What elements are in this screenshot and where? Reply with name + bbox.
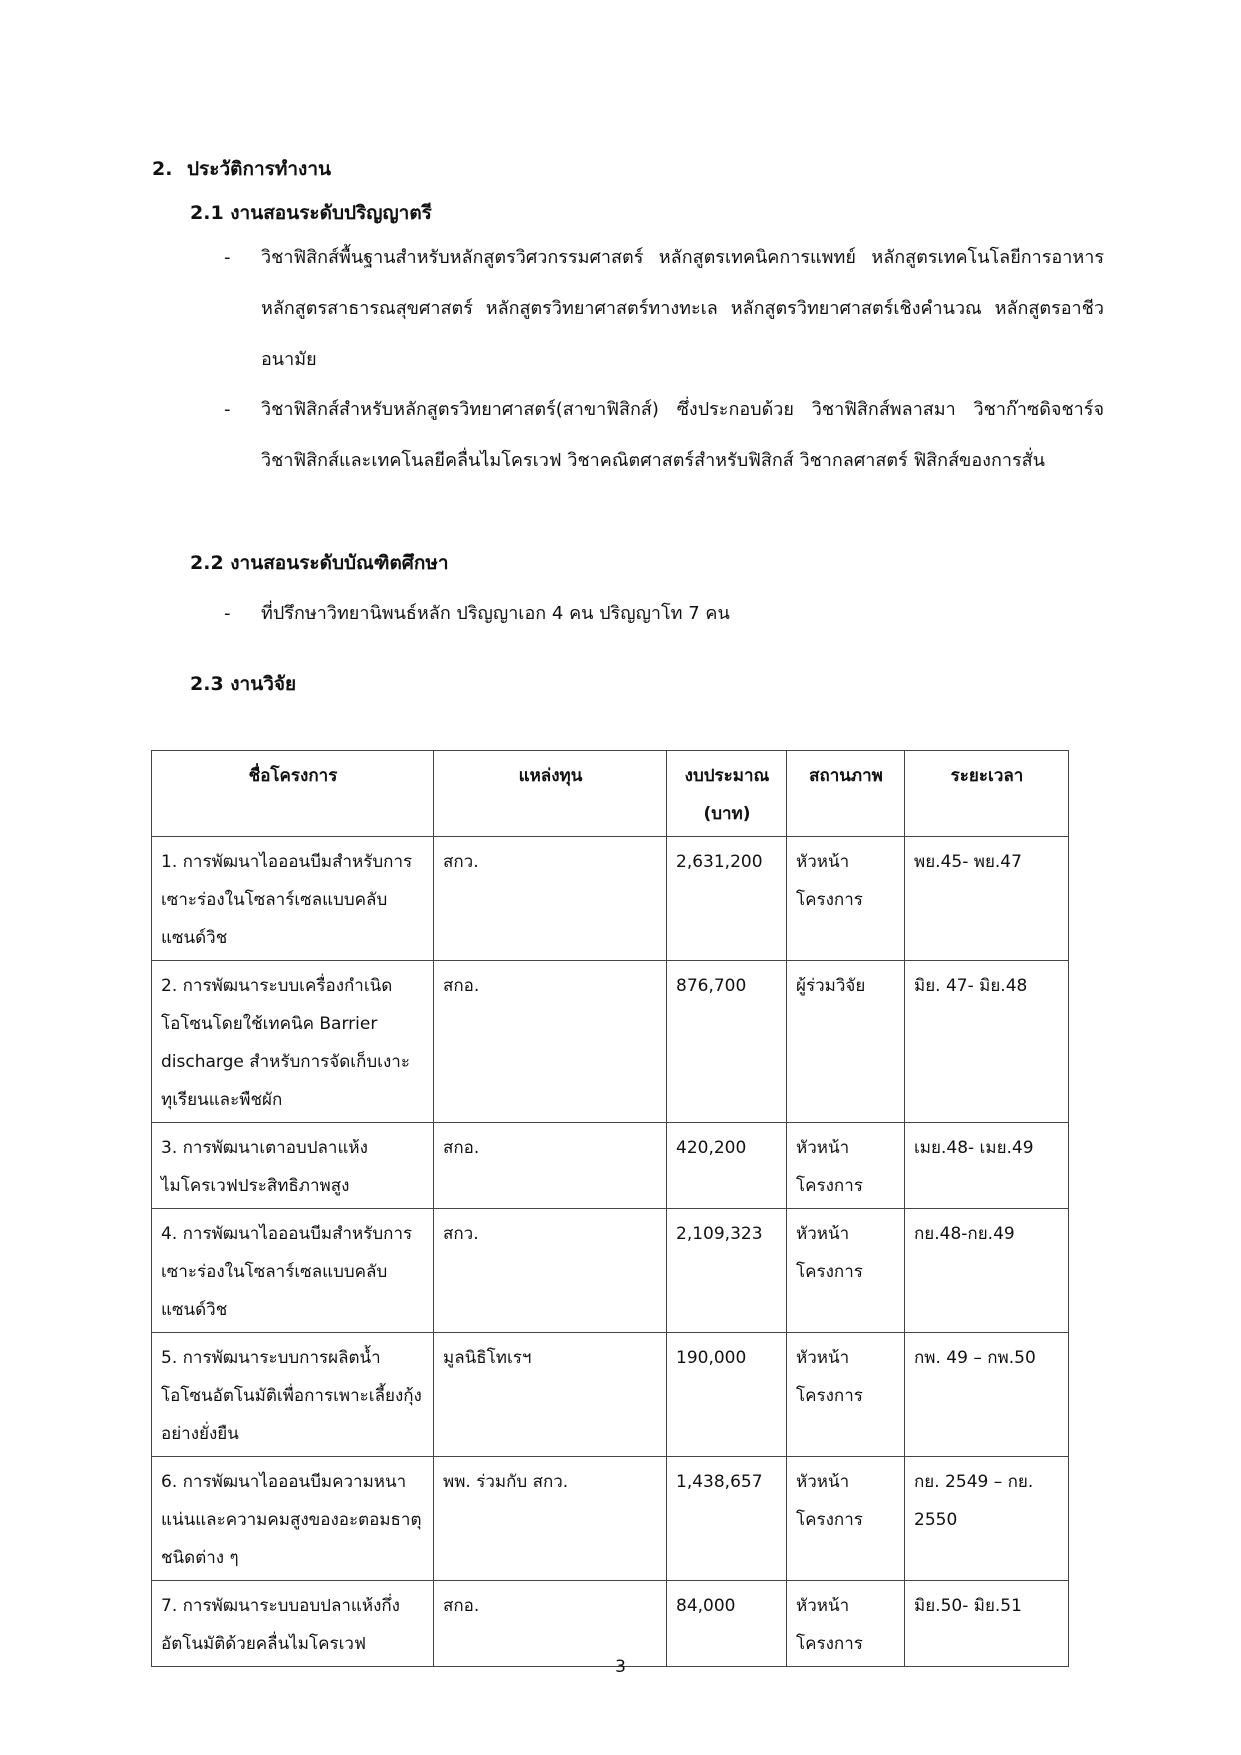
duration-cell: มิย.50- มิย.51 [905,1581,1069,1667]
status-cell: หัวหน้าโครงการ [787,837,905,961]
page-number: 3 [615,1657,626,1677]
header-project-name: ชื่อโครงการ [152,751,434,837]
funding-source-cell: สกอ. [434,961,667,1123]
budget-cell: 190,000 [667,1333,787,1457]
table-row [152,961,1069,1123]
project-name-cell: 6. การพัฒนาไอออนบีมความหนาแน่นและความคมสูงของอะตอมธาตุชนิดต่าง ๆ [152,1457,434,1581]
project-name-cell: 3. การพัฒนาเตาอบปลาแห้งไมโครเวฟประสิทธิภาพสูง [152,1123,434,1209]
project-name-cell: 2. การพัฒนาระบบเครื่องกำเนิดโอโซนโดยใช้เทคนิค Barrier discharge สำหรับการจัดเก็บเงาะ ทุเรียนและพืชผัก [152,961,434,1123]
duration-cell: กย.48-กย.49 [905,1209,1069,1333]
undergrad-bullet-2 [224,384,1104,486]
funding-source-cell: พพ. ร่วมกับ สกว. [434,1457,667,1581]
bullet-dash: - [224,247,231,268]
table-row [152,1123,1069,1209]
header-budget: งบประมาณ (บาท) [667,751,787,837]
bullet-text: วิชาฟิสิกส์สำหรับหลักสูตรวิทยาศาสตร์(สาขาฟิสิกส์) ซึ่งประกอบด้วย วิชาฟิสิกส์พลาสมา วิชาก๊าซดิจชาร์จ วิชาฟิสิกส์และเทคโนลยีคลื่นไมโครเวฟ วิชาคณิตศาสตร์สำหรับฟิสิกส์ วิชากลศาสตร์ ฟิสิกส์ของการสั่น [261,399,1104,471]
bullet-dash: - [224,603,231,624]
status-cell: หัวหน้าโครงการ [787,1457,905,1581]
section-number: 2. [152,158,173,180]
table-row [152,837,1069,961]
project-name-cell: 4. การพัฒนาไอออนบีมสำหรับการเซาะร่องในโซลาร์เซลแบบคลับแซนด์วิช [152,1209,434,1333]
funding-source-cell: สกว. [434,837,667,961]
funding-source-cell: มูลนิธิโทเรฯ [434,1333,667,1457]
bullet-text: ที่ปรึกษาวิทยานิพนธ์หลัก ปริญญาเอก 4 คน ปริญญาโท 7 คน [261,603,730,624]
table-header-row [152,751,1069,837]
budget-cell: 876,700 [667,961,787,1123]
status-cell: ผู้ร่วมวิจัย [787,961,905,1123]
header-duration: ระยะเวลา [905,751,1069,837]
funding-source-cell: สกอ. [434,1123,667,1209]
funding-source-cell: สกว. [434,1209,667,1333]
header-funding-source: แหล่งทุน [434,751,667,837]
table-row [152,1333,1069,1457]
bullet-dash: - [224,399,231,420]
graduate-teaching-heading: 2.2 งานสอนระดับบัณฑิตศึกษา [190,552,449,574]
budget-cell: 1,438,657 [667,1457,787,1581]
duration-cell: กย. 2549 – กย. 2550 [905,1457,1069,1581]
research-projects-table [151,750,1069,1667]
undergrad-bullet-1 [224,232,1104,385]
duration-cell: กพ. 49 – กพ.50 [905,1333,1069,1457]
status-cell: หัวหน้าโครงการ [787,1581,905,1667]
graduate-bullet-1 [224,588,1104,639]
section-title: ประวัติการทำงาน [187,158,331,180]
header-status: สถานภาพ [787,751,905,837]
budget-cell: 2,109,323 [667,1209,787,1333]
status-cell: หัวหน้าโครงการ [787,1333,905,1457]
section-heading [152,160,331,179]
table-row [152,1209,1069,1333]
duration-cell: มิย. 47- มิย.48 [905,961,1069,1123]
duration-cell: เมย.48- เมย.49 [905,1123,1069,1209]
research-heading: 2.3 งานวิจัย [190,673,297,695]
status-cell: หัวหน้าโครงการ [787,1209,905,1333]
project-name-cell: 1. การพัฒนาไอออนบีมสำหรับการเซาะร่องในโซลาร์เซลแบบคลับแซนด์วิช [152,837,434,961]
bullet-text: วิชาฟิสิกส์พื้นฐานสำหรับหลักสูตรวิศวกรรมศาสตร์ หลักสูตรเทคนิคการแพทย์ หลักสูตรเทคโนโลยีการอาหาร หลักสูตรสาธารณสุขศาสตร์ หลักสูตรวิทยาศาสตร์ทางทะเล หลักสูตรวิทยาศาสตร์เชิงคำนวณ หลักสูตรอาชีวอนามัย [261,247,1104,370]
funding-source-cell: สกอ. [434,1581,667,1667]
budget-cell: 420,200 [667,1123,787,1209]
undergrad-teaching-heading: 2.1 งานสอนระดับปริญญาตรี [190,202,432,224]
project-name-cell: 7. การพัฒนาระบบอบปลาแห้งกึ่งอัตโนมัติด้วยคลื่นไมโครเวฟ [152,1581,434,1667]
table-row [152,1581,1069,1667]
budget-cell: 2,631,200 [667,837,787,961]
project-name-cell: 5. การพัฒนาระบบการผลิตน้ำโอโซนอัตโนมัติเพื่อการเพาะเลี้ยงกุ้งอย่างยั่งยืน [152,1333,434,1457]
duration-cell: พย.45- พย.47 [905,837,1069,961]
budget-cell: 84,000 [667,1581,787,1667]
table-row [152,1457,1069,1581]
status-cell: หัวหน้าโครงการ [787,1123,905,1209]
